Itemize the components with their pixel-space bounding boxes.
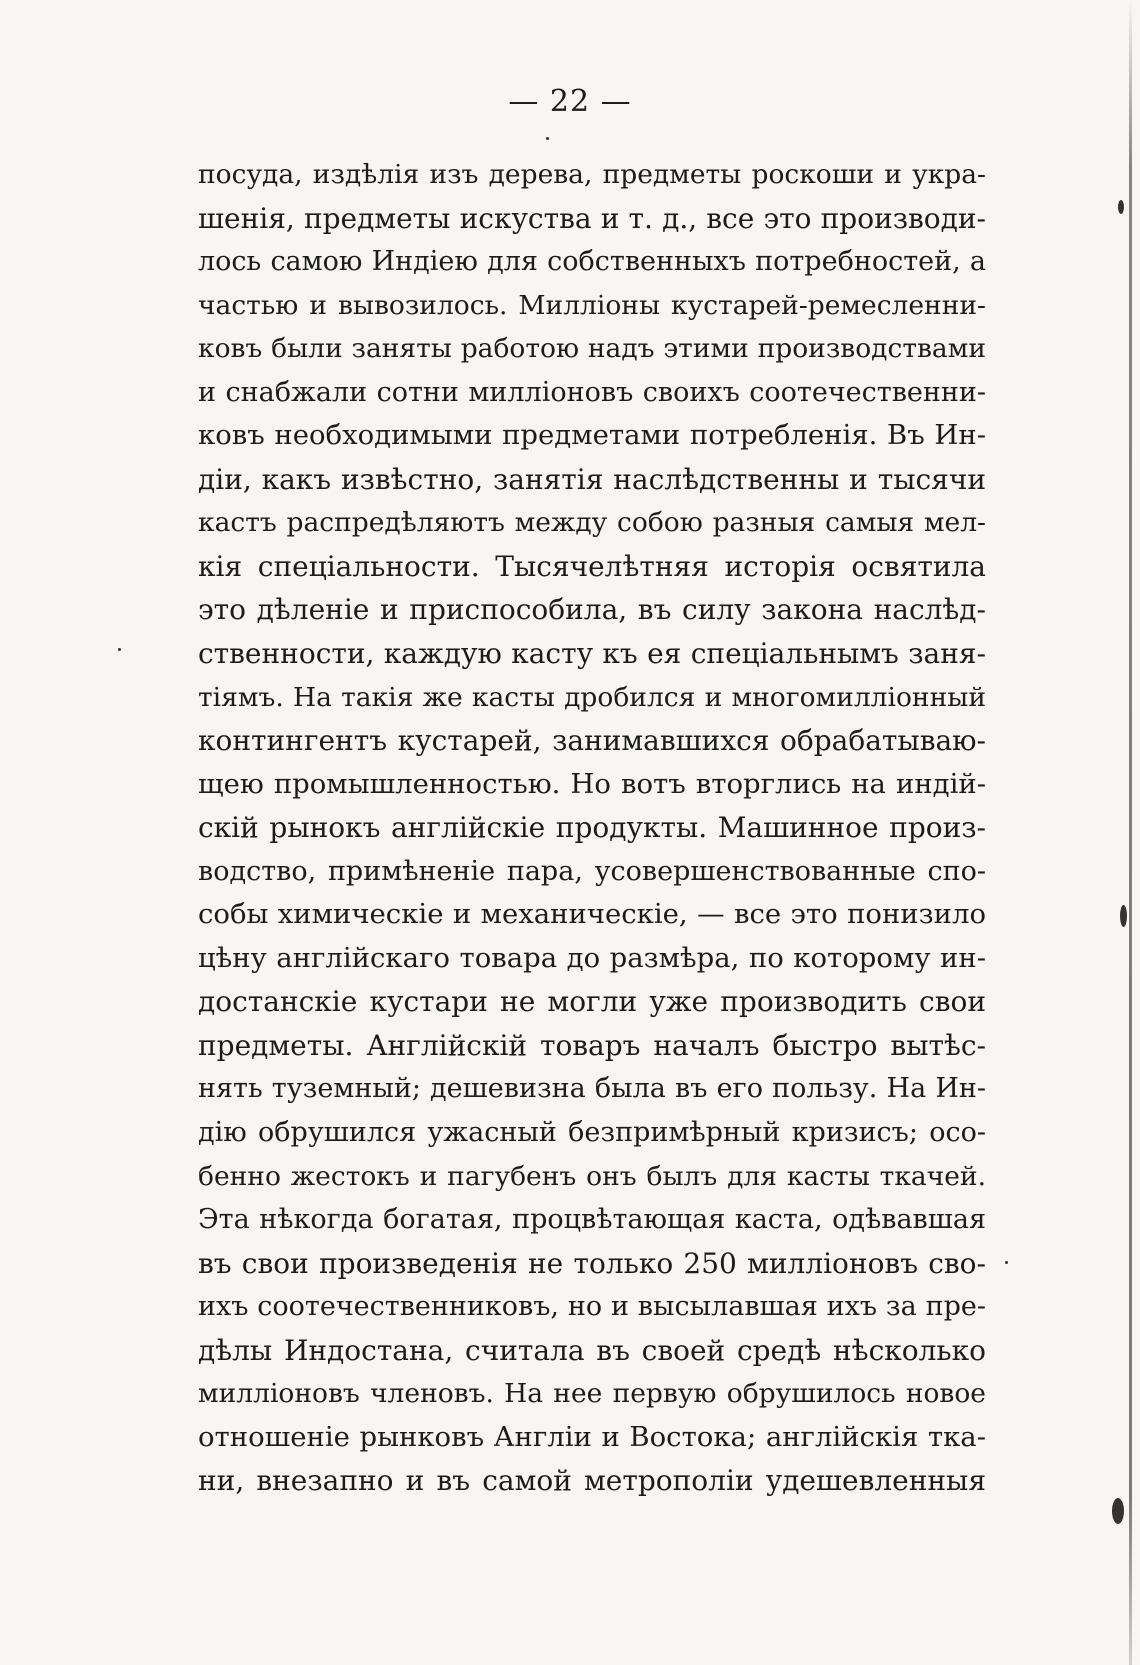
- ink-speck: [118, 648, 121, 651]
- text-line: цѣну англійскаго товара до размѣра, по которому ин-: [198, 941, 986, 974]
- ink-speck: [1112, 1498, 1124, 1524]
- text-line: ковъ были заняты работою надъ этими производствами: [198, 333, 986, 365]
- ink-speck: [546, 137, 549, 140]
- text-line: ни, внезапно и въ самой метрополіи удешевленныя: [198, 1464, 986, 1498]
- text-line: въ свои произведенія не только 250 милліоновъ сво-: [198, 1246, 986, 1280]
- text-line: посуда, издѣлія изъ дерева, предметы роскоши и укра-: [198, 159, 986, 190]
- text-line: собы химическіе и механическіе, — все это понизило: [198, 898, 986, 931]
- text-line: ковъ необходимыми предметами потребленія. Въ Ин-: [198, 419, 986, 452]
- ink-speck: [1120, 905, 1127, 927]
- ink-speck: [1005, 1261, 1008, 1264]
- body-text: [198, 153, 986, 1503]
- text-line: дѣлы Индостана, считала въ своей средѣ нѣсколько: [198, 1333, 986, 1367]
- page-binding-edge: [1129, 0, 1132, 1665]
- text-line: тіямъ. На такія же касты дробился и многомилліонный: [198, 681, 986, 713]
- text-line: дію обрушился ужасный безпримѣрный кризисъ; осо-: [198, 1117, 986, 1149]
- text-line: скій рынокъ англійскіе продукты. Машинное произ-: [198, 811, 986, 845]
- text-line: нять туземный; дешевизна была въ его пользу. На Ин-: [198, 1073, 986, 1105]
- text-line: это дѣленіе и приспособила, въ силу закона наслѣд-: [198, 593, 986, 627]
- text-line: шенія, предметы искуства и т. д., все это производи-: [198, 201, 986, 235]
- text-line: и снабжали сотни милліоновъ своихъ соотечественни-: [198, 376, 986, 408]
- text-line: милліоновъ членовъ. На нее первую обрушилось новое: [198, 1378, 986, 1410]
- text-line: кія спеціальности. Тысячелѣтняя исторія освятила: [198, 549, 986, 583]
- text-line: ственности, каждую касту къ ея спеціальнымъ заня-: [198, 637, 986, 671]
- text-line: діи, какъ извѣстно, занятія наслѣдственны и тысячи: [198, 462, 986, 496]
- text-line: отношеніе рынковъ Англіи и Востока; англійскія тка-: [198, 1420, 986, 1453]
- text-line: бенно жестокъ и пагубенъ онъ былъ для касты ткачей.: [198, 1160, 986, 1192]
- text-line: лось самою Индіею для собственныхъ потребностей, а: [198, 246, 986, 278]
- text-line: Эта нѣкогда богатая, процвѣтающая каста, одѣвавшая: [198, 1204, 986, 1236]
- text-line: кастъ распредѣляютъ между собою разныя самыя мел-: [198, 507, 986, 539]
- text-line: достанскіе кустари не могли уже производить свои: [198, 985, 986, 1019]
- ink-speck: [1118, 200, 1124, 214]
- text-line: ихъ соотечественниковъ, но и высылавшая ихъ за пре-: [198, 1291, 986, 1323]
- text-line: водство, примѣненіе пара, усовершенствованные спо-: [198, 855, 986, 887]
- text-line: предметы. Англійскій товаръ началъ быстро вытѣс-: [198, 1028, 986, 1062]
- text-line: частью и вывозилось. Милліоны кустарей-ремесленни-: [198, 289, 986, 321]
- text-line: щею промышленностью. Но вотъ вторглись на индій-: [198, 767, 986, 800]
- page-number: — 22 —: [508, 84, 632, 119]
- text-line: контингентъ кустарей, занимавшихся обрабатываю-: [198, 724, 986, 758]
